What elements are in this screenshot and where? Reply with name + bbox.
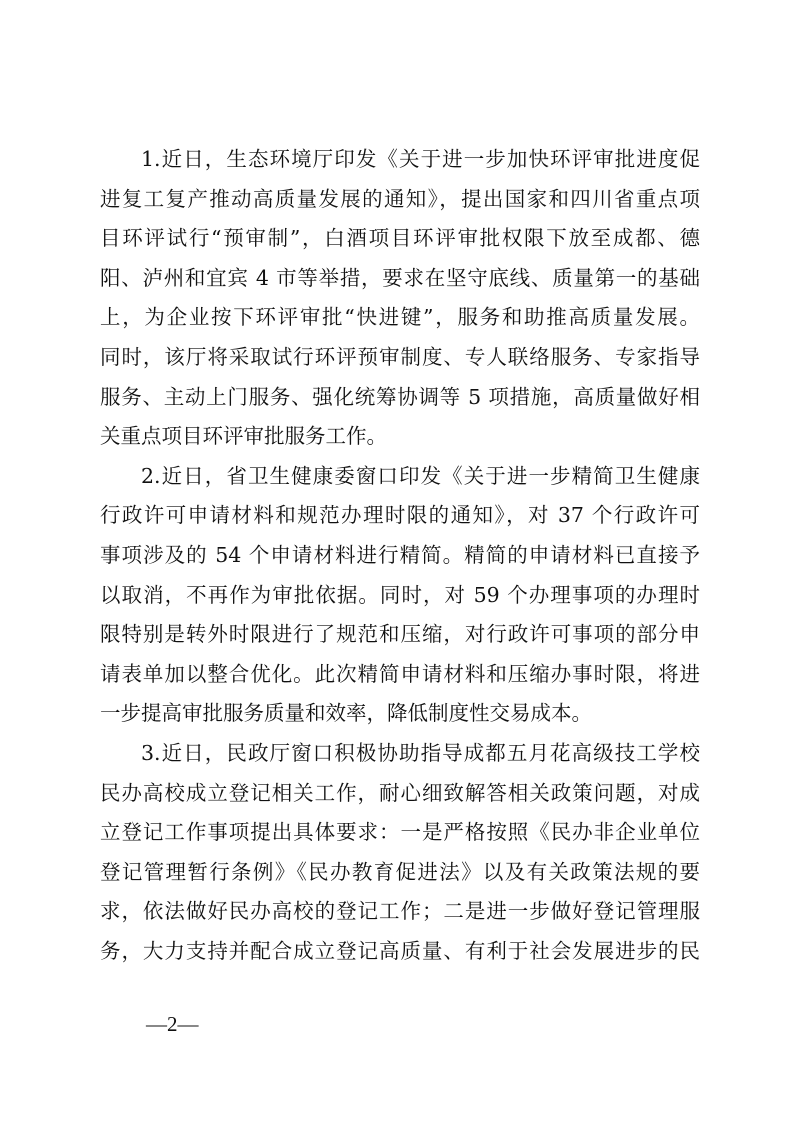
text-line: 2.近日，省卫生健康委窗口印发《关于进一步精简卫生健康 xyxy=(141,463,700,488)
body-text xyxy=(100,140,700,971)
text-line: 1.近日，生态环境厅印发《关于进一步加快环评审批进度促 xyxy=(141,147,700,171)
page-number: —2— xyxy=(146,1012,199,1036)
text-line: 求，依法做好民办高校的登记工作；二是进一步做好登记管理服 xyxy=(100,899,700,924)
text-line: 关重点项目环评审批服务工作。 xyxy=(100,424,387,449)
text-line: 上，为企业按下环评审批“快进键”，服务和助推高质量发展。 xyxy=(100,305,700,330)
text-line: 服务、主动上门服务、强化统筹协调等 5 项措施，高质量做好相 xyxy=(100,384,700,409)
text-line: 限特别是转外时限进行了规范和压缩，对行政许可事项的部分申 xyxy=(100,622,700,647)
text-line: 立登记工作事项提出具体要求：一是严格按照《民办非企业单位 xyxy=(100,820,700,845)
text-line: 阳、泸州和宜宾 4 市等举措，要求在坚守底线、质量第一的基础 xyxy=(100,265,700,290)
text-line: 行政许可申请材料和规范办理时限的通知》，对 37 个行政许可 xyxy=(100,503,700,528)
paragraph-2 xyxy=(100,457,700,734)
paragraph-3 xyxy=(100,734,700,972)
text-line: 3.近日，民政厅窗口积极协助指导成都五月花高级技工学校 xyxy=(141,740,700,765)
text-line: 事项涉及的 54 个申请材料进行精简。精简的申请材料已直接予 xyxy=(100,542,700,567)
text-line: 务，大力支持并配合成立登记高质量、有利于社会发展进步的民 xyxy=(100,938,700,963)
text-line: 请表单加以整合优化。此次精简申请材料和压缩办事时限，将进 xyxy=(100,661,700,686)
text-line: 同时，该厅将采取试行环评预审制度、专人联络服务、专家指导 xyxy=(100,344,700,369)
text-line: 目环评试行“预审制”，白酒项目环评审批权限下放至成都、德 xyxy=(100,226,700,251)
text-line: 以取消，不再作为审批依据。同时，对 59 个办理事项的办理时 xyxy=(100,582,700,607)
text-line: 一步提高审批服务质量和效率，降低制度性交易成本。 xyxy=(100,701,592,726)
paragraph-1 xyxy=(100,140,700,457)
text-line: 进复工复产推动高质量发展的通知》，提出国家和四川省重点项 xyxy=(100,186,700,211)
text-line: 登记管理暂行条例》《民办教育促进法》以及有关政策法规的要 xyxy=(100,859,700,884)
text-line: 民办高校成立登记相关工作，耐心细致解答相关政策问题，对成 xyxy=(100,780,700,805)
